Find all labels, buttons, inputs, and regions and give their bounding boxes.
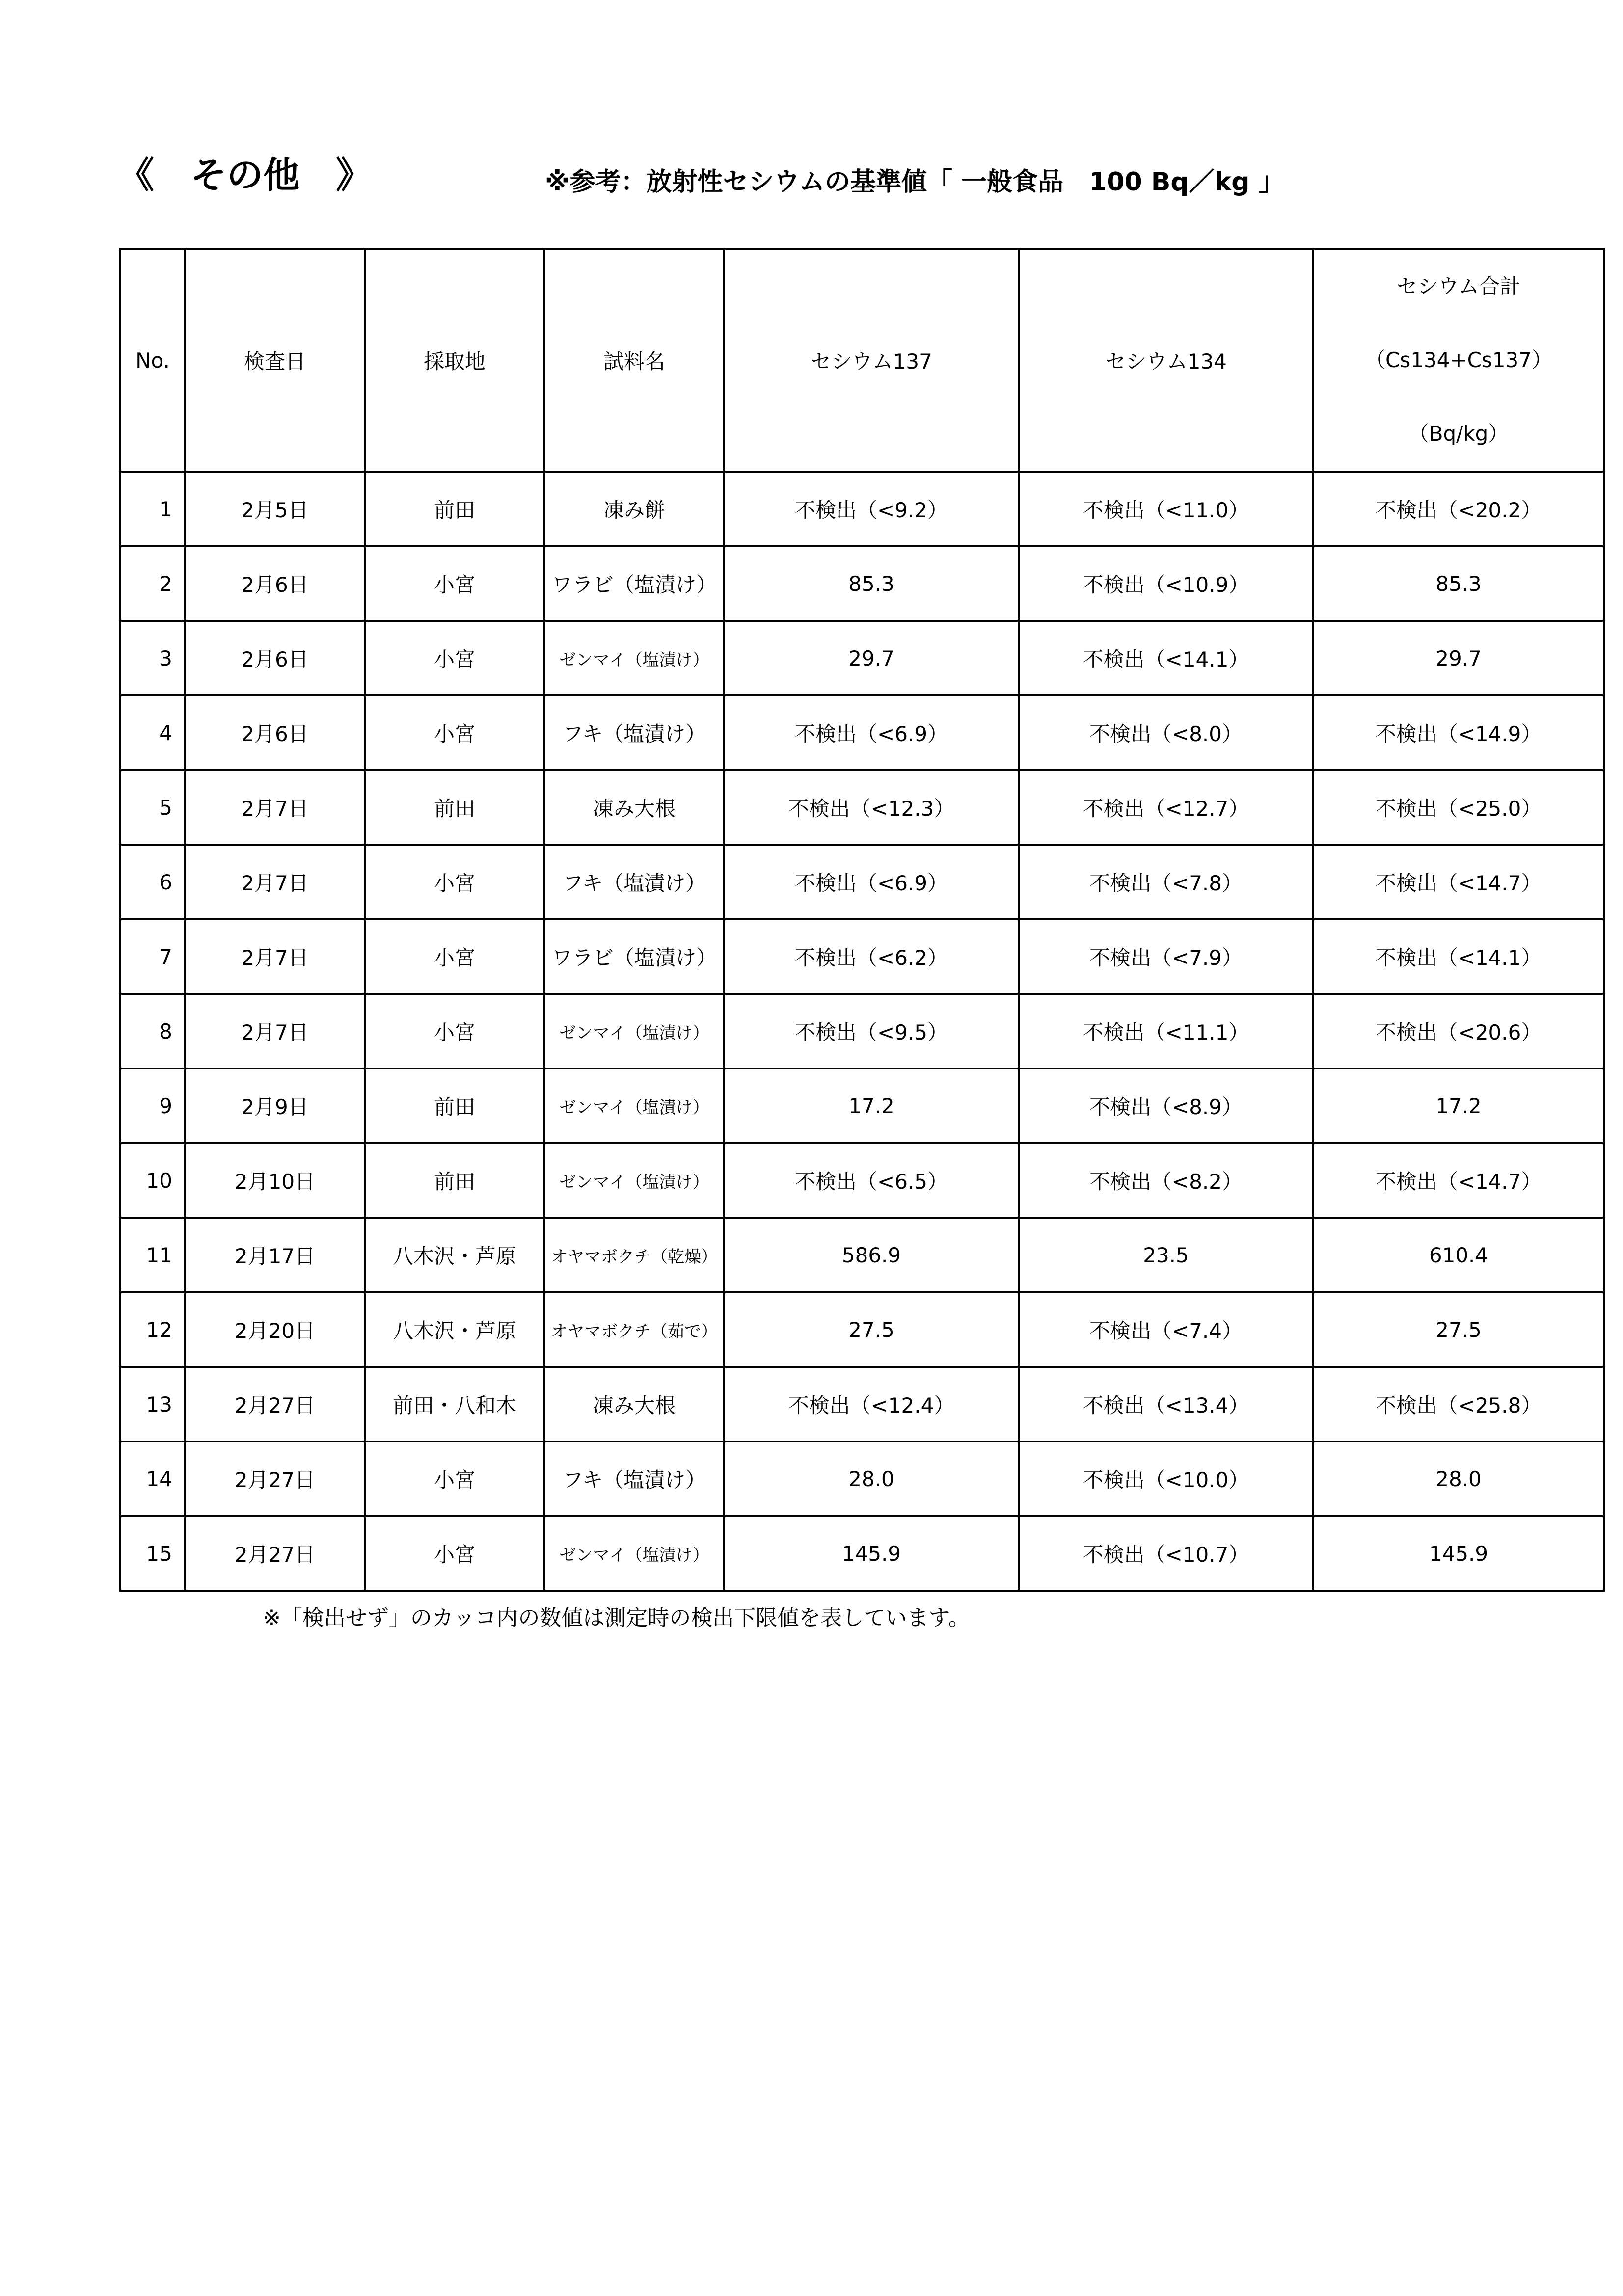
- cell-cesium-137: 145.9: [724, 1516, 1019, 1591]
- table-row: [120, 1143, 1604, 1218]
- cell-no: 9: [120, 1068, 185, 1143]
- cell-cesium-134: 不検出（<11.0）: [1019, 472, 1313, 546]
- cell-sample-name: 凍み餅: [544, 472, 724, 546]
- cell-cesium-134: 不検出（<8.0）: [1019, 695, 1313, 770]
- cell-no: 4: [120, 695, 185, 770]
- cell-cesium-total: 不検出（<25.0）: [1313, 770, 1604, 845]
- header-cesium-total: [1313, 249, 1604, 472]
- cell-collection-location: 前田・八和木: [365, 1367, 544, 1442]
- cell-cesium-134: 23.5: [1019, 1218, 1313, 1292]
- table-body: [120, 472, 1604, 1591]
- cell-cesium-137: 不検出（<6.2）: [724, 919, 1019, 994]
- cell-cesium-total: 27.5: [1313, 1292, 1604, 1367]
- cell-no: 13: [120, 1367, 185, 1442]
- header-cesium-134: セシウム134: [1019, 249, 1313, 472]
- cell-cesium-137: 不検出（<12.3）: [724, 770, 1019, 845]
- cell-collection-location: 小宮: [365, 621, 544, 695]
- cell-inspection-date: 2月27日: [185, 1367, 365, 1442]
- cell-no: 3: [120, 621, 185, 695]
- cell-inspection-date: 2月27日: [185, 1516, 365, 1591]
- table-row: [120, 770, 1604, 845]
- footnote: ※「検出せず」のカッコ内の数値は測定時の検出下限値を表しています。: [263, 1605, 970, 1630]
- cell-cesium-total: 不検出（<25.8）: [1313, 1367, 1604, 1442]
- cell-collection-location: 小宮: [365, 695, 544, 770]
- cell-inspection-date: 2月9日: [185, 1068, 365, 1143]
- cell-inspection-date: 2月6日: [185, 546, 365, 621]
- cell-sample-name: ゼンマイ（塩漬け）: [544, 994, 724, 1068]
- cell-inspection-date: 2月7日: [185, 919, 365, 994]
- cell-cesium-total: 610.4: [1313, 1218, 1604, 1292]
- cell-cesium-total: 17.2: [1313, 1068, 1604, 1143]
- cell-cesium-total: 不検出（<20.6）: [1313, 994, 1604, 1068]
- cell-inspection-date: 2月10日: [185, 1143, 365, 1218]
- cell-cesium-137: 28.0: [724, 1442, 1019, 1516]
- cell-cesium-137: 不検出（<6.9）: [724, 845, 1019, 919]
- table-row: [120, 546, 1604, 621]
- cell-sample-name: ゼンマイ（塩漬け）: [544, 1516, 724, 1591]
- table-row: [120, 695, 1604, 770]
- cell-sample-name: ゼンマイ（塩漬け）: [544, 1143, 724, 1218]
- cell-no: 2: [120, 546, 185, 621]
- cell-inspection-date: 2月6日: [185, 621, 365, 695]
- cell-collection-location: 小宮: [365, 1516, 544, 1591]
- table-row: [120, 919, 1604, 994]
- cell-no: 11: [120, 1218, 185, 1292]
- cell-cesium-137: 27.5: [724, 1292, 1019, 1367]
- cell-collection-location: 八木沢・芦原: [365, 1218, 544, 1292]
- table-header-row: [120, 249, 1604, 472]
- reference-standard-note: ※参考：放射性セシウムの基準値「 一般食品 100 Bq／kg 」: [545, 167, 1284, 197]
- cell-sample-name: ゼンマイ（塩漬け）: [544, 1068, 724, 1143]
- cell-cesium-total: 28.0: [1313, 1442, 1604, 1516]
- cell-inspection-date: 2月20日: [185, 1292, 365, 1367]
- cell-cesium-137: 17.2: [724, 1068, 1019, 1143]
- cell-collection-location: 八木沢・芦原: [365, 1292, 544, 1367]
- cell-sample-name: 凍み大根: [544, 1367, 724, 1442]
- cell-cesium-137: 不検出（<6.9）: [724, 695, 1019, 770]
- cell-cesium-137: 586.9: [724, 1218, 1019, 1292]
- table-row: [120, 1292, 1604, 1367]
- cell-cesium-134: 不検出（<7.8）: [1019, 845, 1313, 919]
- cell-cesium-134: 不検出（<13.4）: [1019, 1367, 1313, 1442]
- cell-sample-name: ワラビ（塩漬け）: [544, 919, 724, 994]
- cell-cesium-137: 29.7: [724, 621, 1019, 695]
- cell-no: 12: [120, 1292, 185, 1367]
- table-row: [120, 1516, 1604, 1591]
- cell-sample-name: オヤマボクチ（茹で）: [544, 1292, 724, 1367]
- table-row: [120, 1218, 1604, 1292]
- cell-inspection-date: 2月6日: [185, 695, 365, 770]
- cell-cesium-134: 不検出（<10.7）: [1019, 1516, 1313, 1591]
- cell-sample-name: フキ（塩漬け）: [544, 1442, 724, 1516]
- table-row: [120, 994, 1604, 1068]
- page-title: 《 その他 》: [118, 154, 372, 196]
- cell-inspection-date: 2月27日: [185, 1442, 365, 1516]
- cell-sample-name: オヤマボクチ（乾燥）: [544, 1218, 724, 1292]
- cell-no: 6: [120, 845, 185, 919]
- cell-inspection-date: 2月17日: [185, 1218, 365, 1292]
- cell-cesium-total: 85.3: [1313, 546, 1604, 621]
- cell-cesium-total: 不検出（<14.7）: [1313, 845, 1604, 919]
- cell-sample-name: ワラビ（塩漬け）: [544, 546, 724, 621]
- cell-cesium-total: 不検出（<14.9）: [1313, 695, 1604, 770]
- cell-no: 8: [120, 994, 185, 1068]
- cell-cesium-134: 不検出（<10.0）: [1019, 1442, 1313, 1516]
- header-sample-name: 試料名: [544, 249, 724, 472]
- header-collection-location: 採取地: [365, 249, 544, 472]
- cell-cesium-total: 29.7: [1313, 621, 1604, 695]
- cell-collection-location: 前田: [365, 1143, 544, 1218]
- cell-collection-location: 小宮: [365, 845, 544, 919]
- cell-collection-location: 前田: [365, 770, 544, 845]
- cell-cesium-total: 145.9: [1313, 1516, 1604, 1591]
- cell-cesium-137: 不検出（<12.4）: [724, 1367, 1019, 1442]
- cell-collection-location: 前田: [365, 1068, 544, 1143]
- cell-cesium-total: 不検出（<20.2）: [1313, 472, 1604, 546]
- cell-collection-location: 前田: [365, 472, 544, 546]
- cell-inspection-date: 2月7日: [185, 994, 365, 1068]
- table-row: [120, 472, 1604, 546]
- cell-cesium-137: 85.3: [724, 546, 1019, 621]
- cell-sample-name: ゼンマイ（塩漬け）: [544, 621, 724, 695]
- cell-cesium-134: 不検出（<12.7）: [1019, 770, 1313, 845]
- cell-no: 5: [120, 770, 185, 845]
- table-row: [120, 845, 1604, 919]
- header-total-line-3: （Bq/kg）: [1408, 422, 1509, 446]
- header-cesium-137: セシウム137: [724, 249, 1019, 472]
- cell-no: 1: [120, 472, 185, 546]
- header-total-line-2: （Cs134+Cs137）: [1365, 348, 1552, 372]
- table-row: [120, 1068, 1604, 1143]
- cell-collection-location: 小宮: [365, 1442, 544, 1516]
- header-no: No.: [120, 249, 185, 472]
- cell-cesium-134: 不検出（<10.9）: [1019, 546, 1313, 621]
- cell-cesium-total: 不検出（<14.7）: [1313, 1143, 1604, 1218]
- header-inspection-date: 検査日: [185, 249, 365, 472]
- cell-collection-location: 小宮: [365, 994, 544, 1068]
- cell-cesium-total: 不検出（<14.1）: [1313, 919, 1604, 994]
- cell-cesium-137: 不検出（<9.5）: [724, 994, 1019, 1068]
- cell-no: 7: [120, 919, 185, 994]
- cell-sample-name: フキ（塩漬け）: [544, 695, 724, 770]
- cesium-results-table: [119, 248, 1605, 1592]
- cell-no: 15: [120, 1516, 185, 1591]
- table-row: [120, 621, 1604, 695]
- cell-cesium-134: 不検出（<7.9）: [1019, 919, 1313, 994]
- cell-cesium-137: 不検出（<6.5）: [724, 1143, 1019, 1218]
- cell-inspection-date: 2月5日: [185, 472, 365, 546]
- table-row: [120, 1367, 1604, 1442]
- cell-cesium-134: 不検出（<7.4）: [1019, 1292, 1313, 1367]
- cell-cesium-134: 不検出（<14.1）: [1019, 621, 1313, 695]
- cell-collection-location: 小宮: [365, 919, 544, 994]
- cell-inspection-date: 2月7日: [185, 845, 365, 919]
- cell-cesium-134: 不検出（<11.1）: [1019, 994, 1313, 1068]
- cell-cesium-134: 不検出（<8.2）: [1019, 1143, 1313, 1218]
- cell-sample-name: 凍み大根: [544, 770, 724, 845]
- cell-cesium-134: 不検出（<8.9）: [1019, 1068, 1313, 1143]
- cell-cesium-137: 不検出（<9.2）: [724, 472, 1019, 546]
- table-row: [120, 1442, 1604, 1516]
- cell-no: 10: [120, 1143, 185, 1218]
- header-total-line-1: セシウム合計: [1397, 274, 1520, 298]
- cell-sample-name: フキ（塩漬け）: [544, 845, 724, 919]
- cell-collection-location: 小宮: [365, 546, 544, 621]
- cell-no: 14: [120, 1442, 185, 1516]
- cell-inspection-date: 2月7日: [185, 770, 365, 845]
